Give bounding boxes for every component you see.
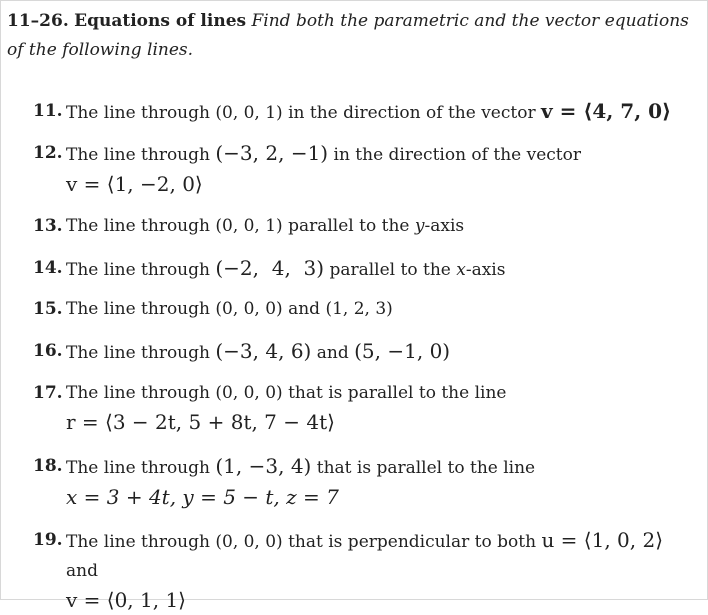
exercise-number: 13. [33, 216, 63, 236]
axis-variable: x [456, 260, 466, 280]
exercise-body [66, 254, 696, 285]
exercise-number: 14. [33, 258, 63, 278]
exercise-text: The line through [66, 343, 216, 363]
point-math: (−3, 2, −1) [215, 141, 329, 165]
exercise-text: The line through (0, 0, 0) and (1, 2, 3) [66, 299, 393, 319]
parametric-equation: x = 3 + 4t, y = 5 − t, z = 7 [66, 485, 339, 509]
exercise-body [66, 97, 696, 128]
exercise-body [66, 295, 696, 324]
vector-v-equation: v = ⟨0, 1, 1⟩ [66, 588, 186, 612]
exercise-text-2: parallel to the [324, 260, 457, 280]
exercise-body [66, 139, 696, 199]
exercise-body [66, 337, 696, 368]
exercise-heading [7, 7, 697, 65]
exercise-text-2: -axis [424, 216, 465, 236]
exercise-text: The line through (0, 0, 0) that is perpendicular to both [66, 532, 542, 552]
point-math-2: (5, −1, 0) [354, 339, 451, 363]
vector-u-equation: u = ⟨1, 0, 2⟩ [541, 528, 663, 552]
heading-instruction: Find both the parametric and the vector equations of the following lines. [7, 11, 689, 60]
point-math: (−3, 4, 6) [215, 339, 312, 363]
heading-number: 11–26. [7, 11, 69, 31]
exercise-text: The line through [66, 145, 216, 165]
exercise-text: The line through (0, 0, 1) parallel to the [66, 216, 415, 236]
heading-title: Equations of lines [74, 11, 247, 31]
exercise-text-3: -axis [465, 260, 506, 280]
exercise-body [66, 212, 696, 241]
vector-v-equation: v = ⟨1, −2, 0⟩ [66, 172, 203, 196]
exercise-number: 11. [33, 101, 63, 121]
exercise-text-2: and [311, 343, 355, 363]
exercise-text-2: in the direction of the vector [328, 145, 581, 165]
exercise-number: 16. [33, 341, 63, 361]
vector-v-equation: v = ⟨4, 7, 0⟩ [540, 99, 672, 123]
exercise-body [66, 526, 696, 615]
exercise-number: 19. [33, 530, 63, 550]
exercise-text: The line through (0, 0, 0) that is parallel to the line [66, 383, 507, 403]
exercise-text: The line through [66, 458, 216, 478]
exercise-number: 17. [33, 383, 63, 403]
exercise-number: 15. [33, 299, 63, 319]
exercise-body [66, 379, 696, 437]
exercise-text: The line through [66, 260, 216, 280]
point-math: (−2, 4, 3) [215, 256, 325, 280]
point-math: (1, −3, 4) [215, 454, 312, 478]
exercise-text-2: and [66, 561, 98, 581]
exercise-text: The line through (0, 0, 1) in the direction of the vector [66, 103, 541, 123]
exercise-number: 18. [33, 456, 63, 476]
exercise-number: 12. [33, 143, 63, 163]
vector-r-equation: r = ⟨3 − 2t, 5 + 8t, 7 − 4t⟩ [66, 410, 335, 434]
exercise-body [66, 452, 696, 512]
exercise-text-2: that is parallel to the line [311, 458, 536, 478]
axis-variable: y [414, 216, 425, 236]
